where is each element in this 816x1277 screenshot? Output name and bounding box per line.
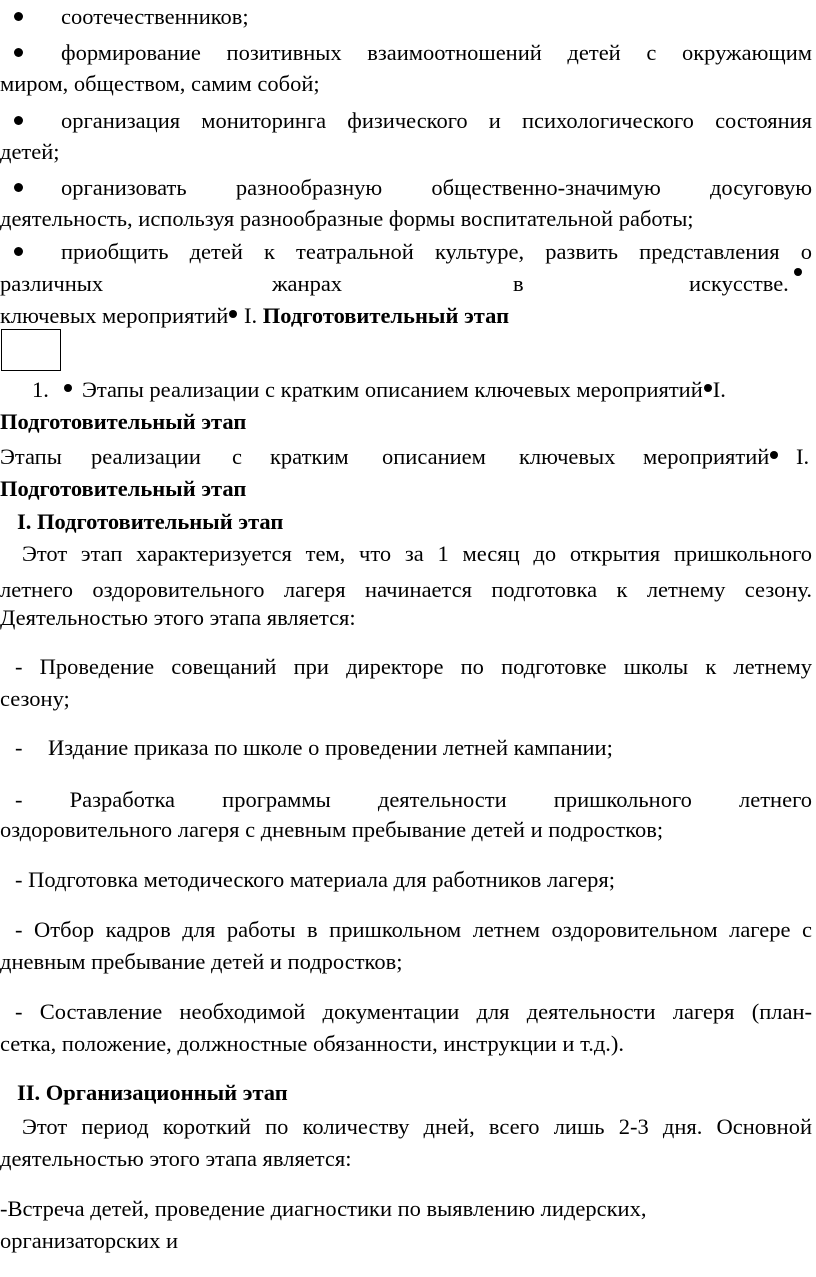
- bullet-dot-icon: [64, 384, 72, 392]
- numbered-line: 1. Этапы реализации с кратким описанием ключевых мероприятий I.: [32, 377, 726, 402]
- bullet-dot-icon: [794, 268, 802, 276]
- stage1-intro-line: Этот этап характеризуется тем, что за 1 месяц до открытия пришкольного: [22, 541, 812, 566]
- prep-stage-bold: Подготовительный этап: [0, 476, 247, 501]
- bullet-continuation: детей;: [0, 139, 60, 164]
- stage2-list-item-cont: организаторских и: [0, 1228, 179, 1253]
- bullet-continuation: деятельность, используя разнообразные формы воспитательной работы;: [0, 206, 694, 231]
- stage1-list-item: - Составление необходимой документации для деятельности лагеря (план-: [15, 999, 812, 1024]
- genres-line: различных жанрах в искусстве.: [0, 268, 812, 300]
- key-events-line: ключевых мероприятий I. Подготовительный этап: [0, 303, 510, 328]
- bullet-dot-icon: [14, 48, 23, 57]
- bullet-item: формирование позитивных взаимоотношений детей с окружающим: [0, 37, 812, 69]
- stage1-list-item: - Проведение совещаний при директоре по подготовке школы к летнему: [15, 654, 812, 679]
- stage1-list-item: - Подготовка методического материала для работников лагеря;: [15, 867, 616, 892]
- stage1-list-item: - Издание приказа по школе о проведении летней кампании;: [15, 735, 613, 760]
- stage1-list-item: - Отбор кадров для работы в пришкольном летнем оздоровительном лагере с: [15, 917, 812, 942]
- stage1-intro-line: Деятельностью этого этапа является:: [0, 605, 356, 630]
- bullet-dot-icon: [704, 384, 712, 392]
- prep-stage-bold: Подготовительный этап: [0, 409, 247, 434]
- stage1-heading: I. Подготовительный этап: [17, 509, 284, 534]
- stage1-list-item-cont: сетка, положение, должностные обязанности, инструкции и т.д.).: [0, 1031, 625, 1056]
- stage1-list-item-cont: дневным пребывание детей и подростков;: [0, 949, 403, 974]
- empty-box: [1, 329, 61, 371]
- bullet-dot-icon: [14, 183, 23, 192]
- bullet-dot-icon: [14, 12, 23, 21]
- bullet-dot-icon: [770, 451, 778, 459]
- stage2-intro-line: Этот период короткий по количеству дней, всего лишь 2-3 дня. Основной: [22, 1114, 812, 1139]
- bullet-continuation: миром, обществом, самим собой;: [0, 71, 320, 96]
- bullet-item: организация мониторинга физического и психологического состояния: [0, 105, 812, 137]
- stage2-list-item: -Встреча детей, проведение диагностики по выявлению лидерских,: [0, 1196, 647, 1221]
- bullet-item: приобщить детей к театральной культуре, развить представления о: [0, 236, 812, 268]
- bullet-dot-icon: [14, 247, 23, 256]
- bullet-item: соотечественников;: [0, 1, 812, 33]
- stage1-intro-line: летнего оздоровительного лагеря начинается подготовка к летнему сезону.: [0, 577, 812, 602]
- stage1-list-item-cont: сезону;: [0, 686, 70, 711]
- stages-spread-line: Этапы реализации с кратким описанием ключевых мероприятий I.: [0, 444, 810, 469]
- bullet-dot-icon: [14, 116, 23, 125]
- stage2-heading: II. Организационный этап: [17, 1080, 288, 1105]
- bullet-item: организовать разнообразную общественно-значимую досуговую: [0, 172, 812, 204]
- stage1-list-item: - Разработка программы деятельности пришкольного летнего: [15, 787, 812, 812]
- stage2-intro-line: деятельностью этого этапа является:: [0, 1146, 352, 1171]
- bullet-dot-icon: [229, 310, 237, 318]
- stage1-list-item-cont: оздоровительного лагеря с дневным пребывание детей и подростков;: [0, 817, 664, 842]
